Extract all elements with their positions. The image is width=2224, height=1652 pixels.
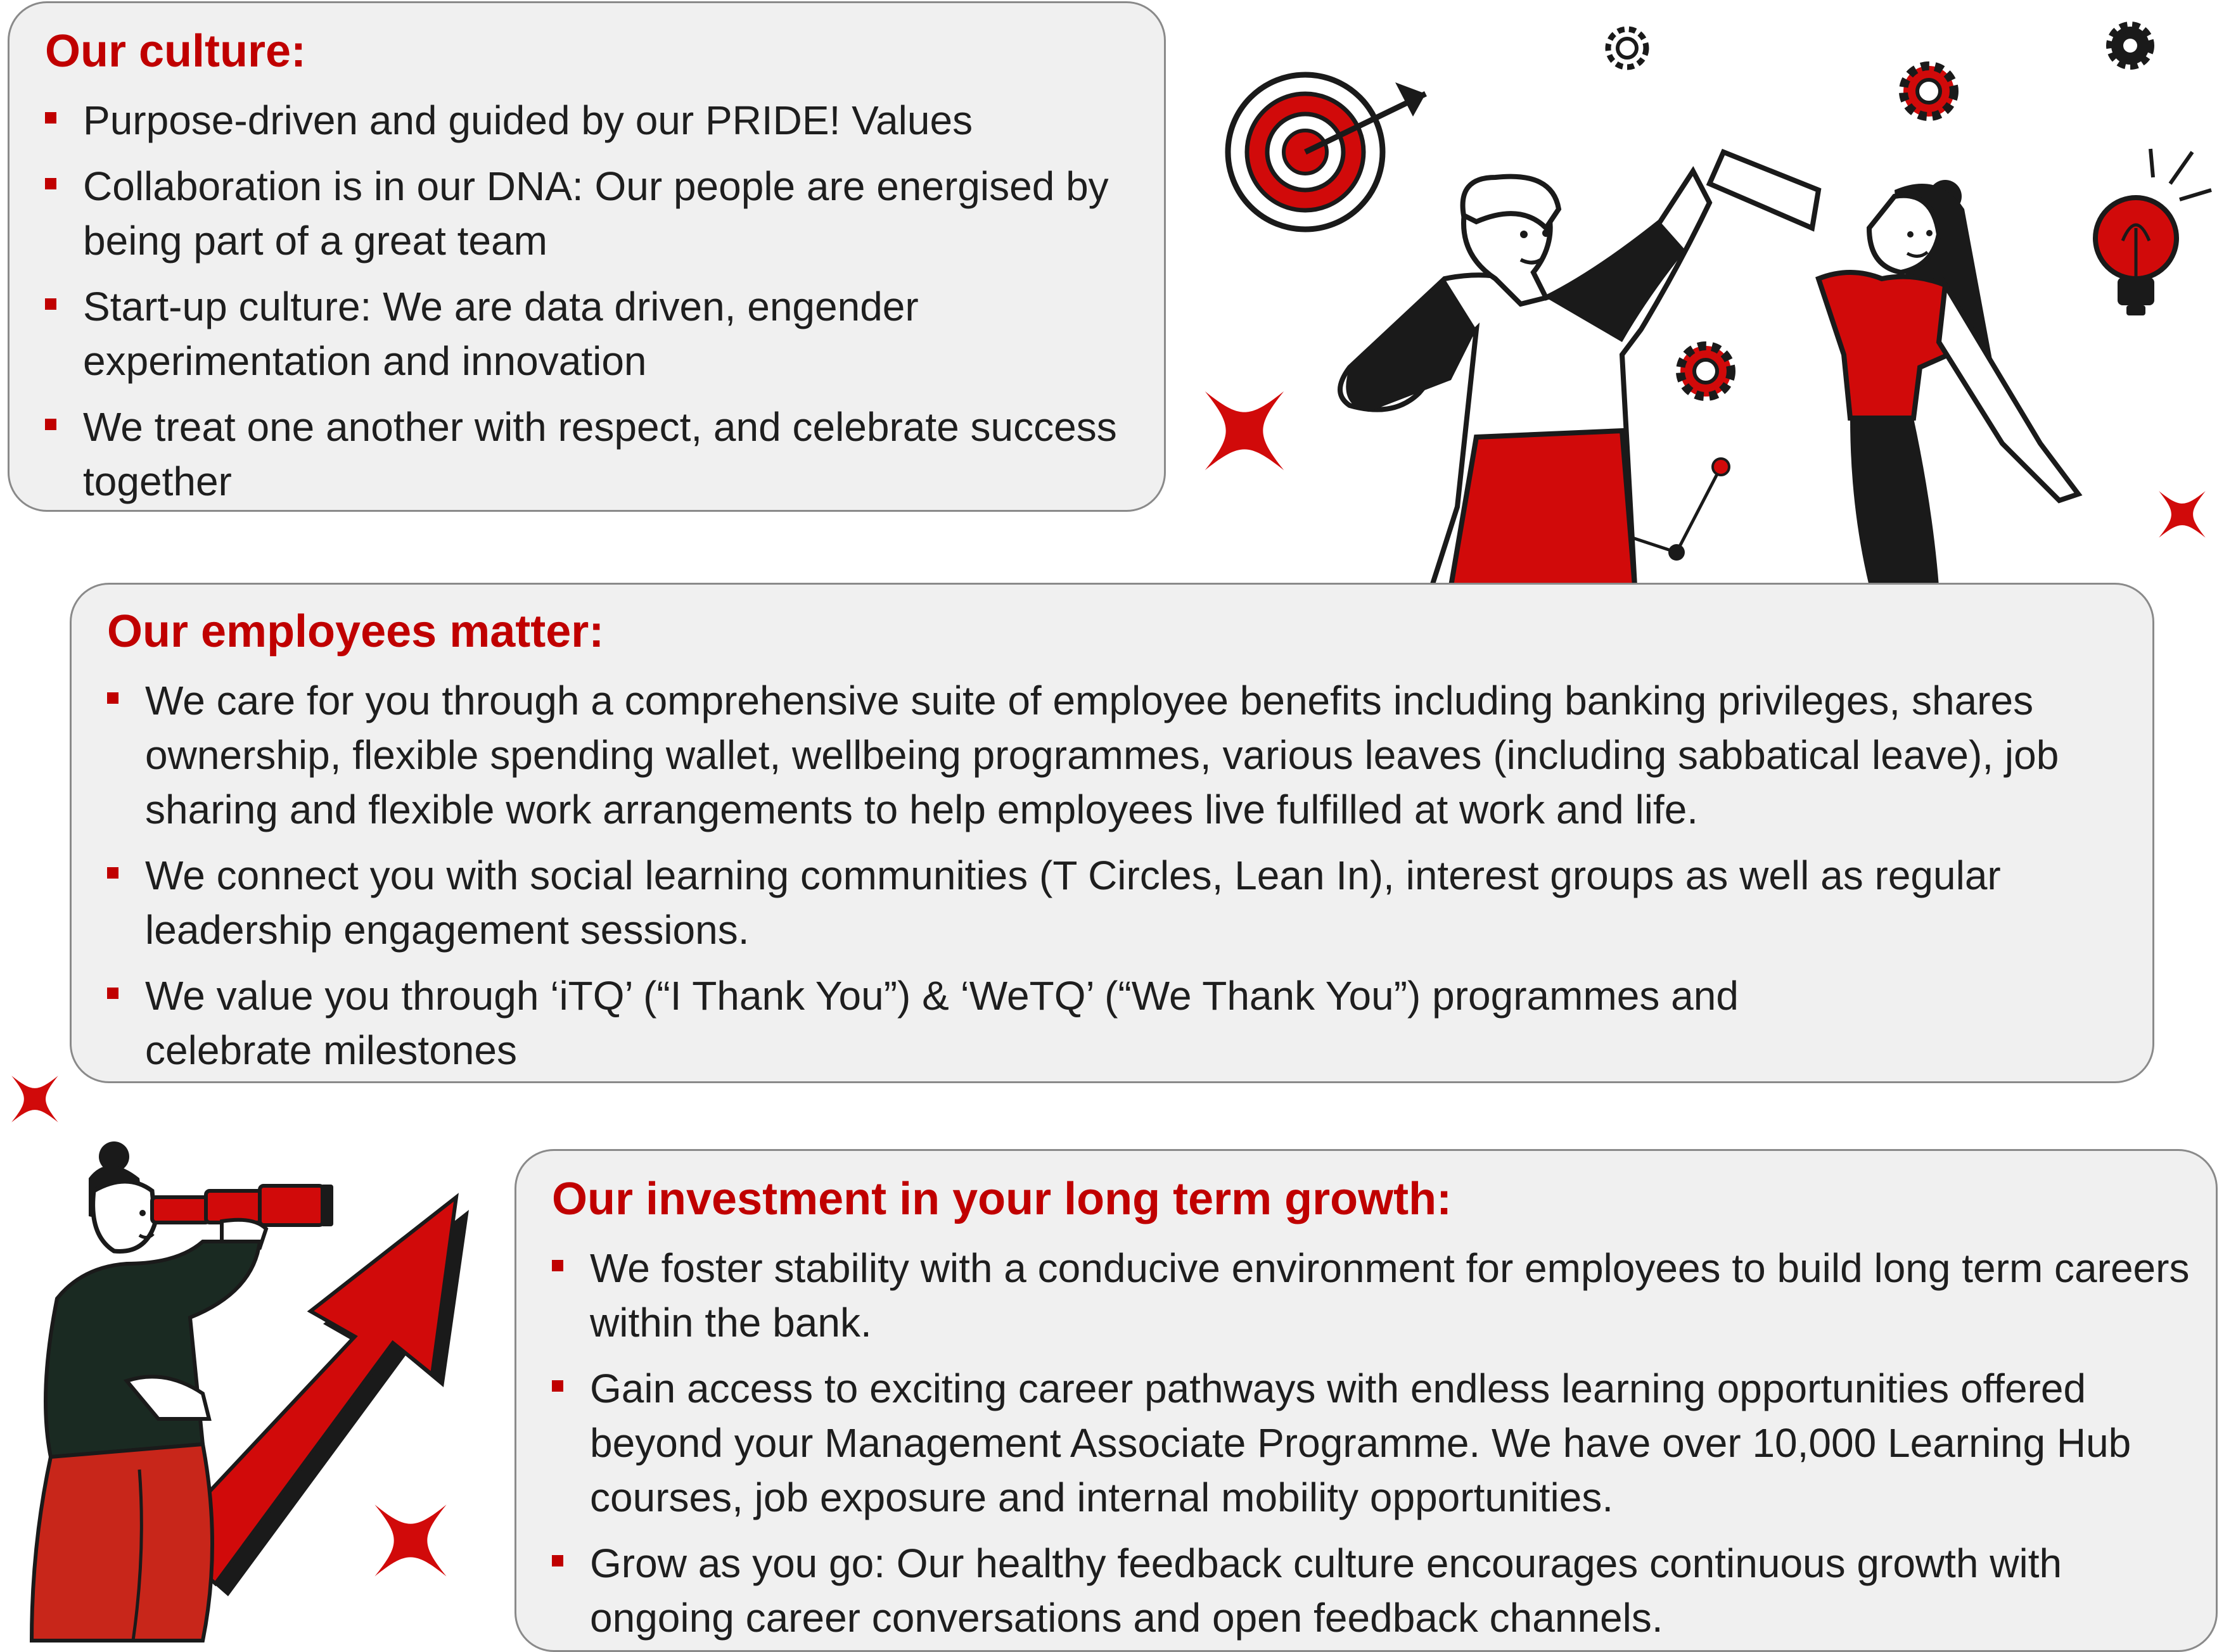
employees-list	[107, 673, 2135, 1077]
culture-item	[45, 279, 1147, 388]
man-figure	[1340, 171, 1710, 586]
sparkle-icon	[339, 1469, 482, 1612]
growth-item	[552, 1241, 2212, 1350]
bullet-icon	[552, 1555, 563, 1566]
bullet-icon	[45, 298, 56, 310]
culture-list	[45, 93, 1147, 509]
culture-item	[45, 400, 1147, 509]
bullet-icon	[107, 692, 118, 704]
sparkle-icon	[2135, 467, 2224, 561]
gear-icon	[2111, 27, 2149, 65]
culture-item	[45, 93, 1147, 148]
bullet-icon	[45, 112, 56, 124]
bullet-icon	[45, 419, 56, 430]
growth-item-text: Gain access to exciting career pathways with endless learning opportunities offered beyond your Management Associate Programme. We have over 10,000 Learning Hub courses, job exposure and internal mobility opportunities.	[590, 1366, 2131, 1520]
culture-panel	[8, 1, 1166, 512]
telescope-person-illustration	[13, 1140, 507, 1641]
employees-item	[107, 673, 2135, 837]
growth-item-text: We foster stability with a conducive environment for employees to build long term careers within the bank.	[590, 1245, 2190, 1345]
woman-with-telescope-figure	[32, 1141, 333, 1641]
culture-item-text: Start-up culture: We are data driven, engender experimentation and innovation	[83, 284, 919, 384]
bullet-icon	[107, 988, 118, 999]
employees-item-text: We value you through ‘iTQ’ (“I Thank You”) & ‘WeTQ’ (“We Thank You”) programmes and celebrate milestones	[145, 973, 1739, 1073]
employees-item	[107, 969, 2135, 1077]
culture-title: Our culture:	[45, 26, 307, 77]
growth-item-text: Grow as you go: Our healthy feedback culture encourages continuous growth with ongoing career conversations and open feedback channels.	[590, 1541, 2062, 1641]
employees-item	[107, 848, 2135, 957]
lightbulb-icon	[2095, 149, 2211, 315]
employees-item-text: We connect you with social learning communities (T Circles, Lean In), interest groups as well as regular leadership engagement sessions.	[145, 853, 2001, 953]
growth-item	[552, 1536, 2212, 1645]
high-five-illustration	[1179, 0, 2218, 586]
employees-title: Our employees matter:	[107, 606, 604, 657]
growth-list	[552, 1241, 2212, 1645]
growth-item	[552, 1361, 2212, 1525]
target-icon	[1228, 75, 1426, 229]
sparkle-icon	[1166, 352, 1324, 510]
bullet-icon	[107, 867, 118, 879]
employees-item-text: We care for you through a comprehensive suite of employee benefits including banking privileges, shares ownership, flexible spending wallet, wellbeing programmes, various leaves (including sabbatical leave), job sharing and flexible work arrangements to help employees live fulfilled at work and life.	[145, 678, 2059, 832]
culture-item	[45, 159, 1147, 268]
culture-item-text: We treat one another with respect, and celebrate success together	[83, 404, 1117, 504]
sparkle-icon	[0, 1064, 70, 1134]
employees-panel	[70, 583, 2154, 1083]
woman-figure	[1710, 152, 2078, 586]
culture-item-text: Purpose-driven and guided by our PRIDE! Values	[83, 98, 973, 143]
bullet-icon	[45, 178, 56, 189]
gear-icon	[1608, 29, 1646, 67]
growth-title: Our investment in your long term growth:	[552, 1174, 1452, 1224]
gear-icon	[1680, 346, 1731, 397]
culture-item-text: Collaboration is in our DNA: Our people are energised by being part of a great team	[83, 163, 1109, 264]
bullet-icon	[552, 1260, 563, 1271]
gear-icon	[1903, 66, 1954, 117]
growth-panel	[514, 1149, 2218, 1652]
bullet-icon	[552, 1380, 563, 1392]
